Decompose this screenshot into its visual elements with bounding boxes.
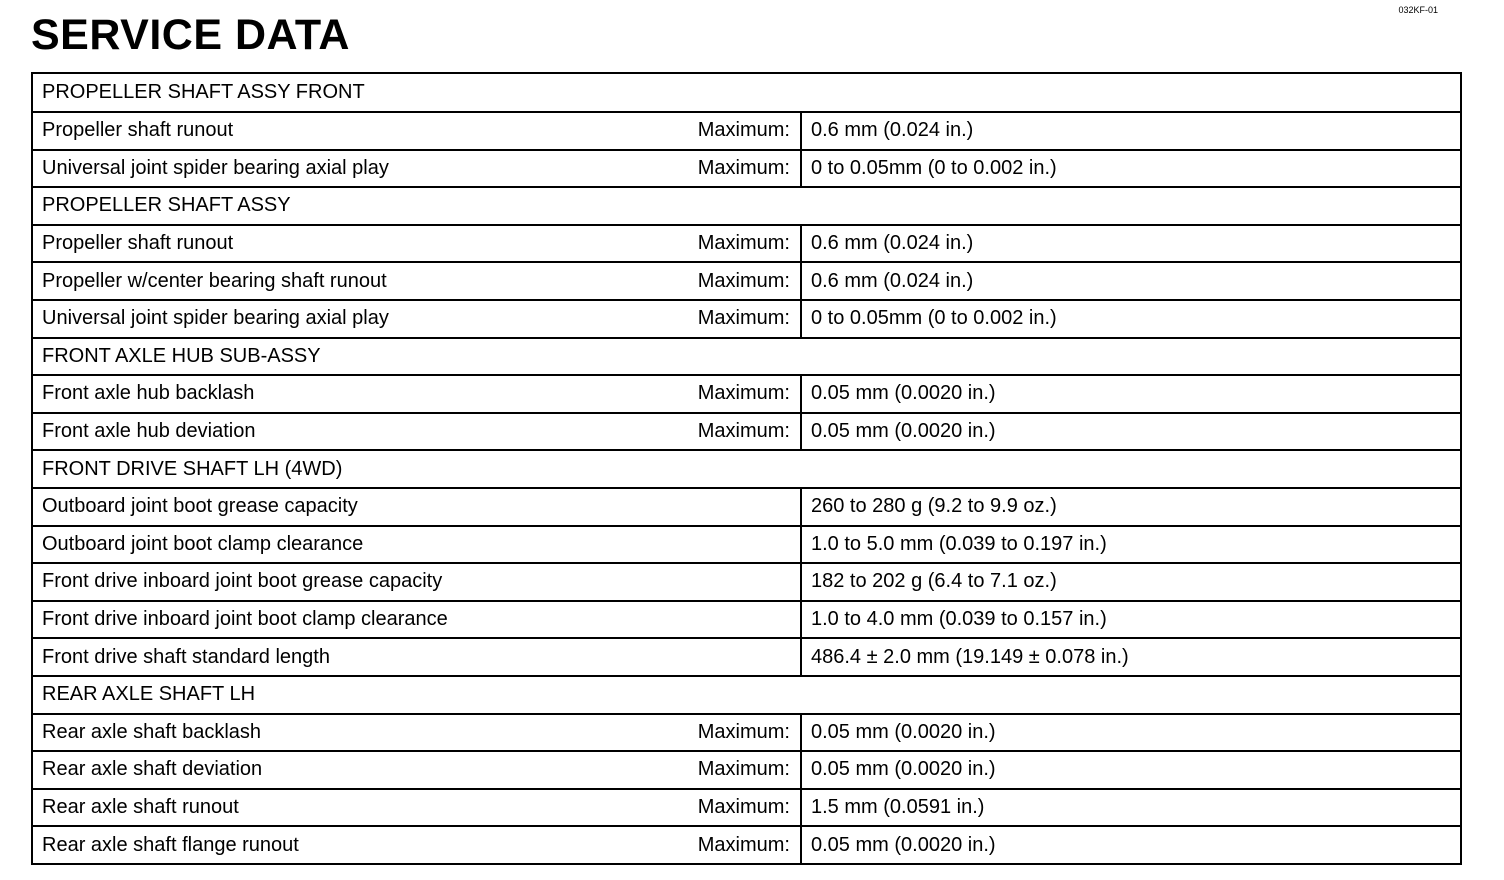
item-cell	[33, 489, 802, 525]
item-name: Rear axle shaft runout	[42, 795, 239, 818]
table-row	[33, 261, 1460, 299]
item-name: Front axle hub backlash	[42, 382, 255, 405]
item-cell	[33, 263, 802, 299]
spec-value: 0.05 mm (0.0020 in.)	[811, 420, 996, 443]
item-cell	[33, 376, 802, 412]
item-name: Front drive inboard joint boot clamp clearance	[42, 608, 448, 631]
document-code: 032KF-01	[1398, 5, 1438, 15]
spec-value: 0.6 mm (0.024 in.)	[811, 232, 974, 255]
item-name: Rear axle shaft backlash	[42, 720, 262, 743]
table-row	[33, 111, 1460, 149]
item-name: Outboard joint boot clamp clearance	[42, 532, 364, 555]
item-name: Front axle hub deviation	[42, 420, 256, 443]
item-cell	[33, 301, 802, 337]
section-title: FRONT DRIVE SHAFT LH (4WD)	[42, 457, 343, 480]
section-header-row	[33, 449, 1460, 487]
section-header-row	[33, 675, 1460, 713]
section-header-row	[33, 337, 1460, 375]
item-cell	[33, 151, 802, 187]
spec-value: 0 to 0.05mm (0 to 0.002 in.)	[811, 156, 1057, 179]
limit-qualifier: Maximum:	[697, 156, 790, 179]
table-row	[33, 825, 1460, 863]
table-row	[33, 600, 1460, 638]
limit-qualifier: Maximum:	[697, 382, 790, 405]
spec-value: 1.5 mm (0.0591 in.)	[811, 795, 985, 818]
item-cell	[33, 414, 802, 450]
table-row	[33, 788, 1460, 826]
spec-value: 0.05 mm (0.0020 in.)	[811, 833, 996, 856]
limit-qualifier: Maximum:	[697, 232, 790, 255]
service-data-table	[31, 72, 1462, 865]
item-name: Universal joint spider bearing axial play	[42, 156, 389, 179]
item-cell	[33, 226, 802, 262]
item-name: Rear axle shaft flange runout	[42, 833, 299, 856]
spec-value: 182 to 202 g (6.4 to 7.1 oz.)	[811, 570, 1057, 593]
section-title: FRONT AXLE HUB SUB-ASSY	[42, 344, 321, 367]
limit-qualifier: Maximum:	[697, 720, 790, 743]
table-row	[33, 299, 1460, 337]
item-cell	[33, 715, 802, 751]
table-row	[33, 525, 1460, 563]
item-name: Front drive inboard joint boot grease capacity	[42, 570, 443, 593]
spec-value: 0.05 mm (0.0020 in.)	[811, 382, 996, 405]
table-row	[33, 562, 1460, 600]
item-name: Front drive shaft standard length	[42, 645, 330, 668]
table-row	[33, 713, 1460, 751]
page-title: SERVICE DATA	[31, 11, 350, 59]
section-header-row	[33, 74, 1460, 111]
limit-qualifier: Maximum:	[697, 269, 790, 292]
item-cell	[33, 113, 802, 149]
section-header-row	[33, 186, 1460, 224]
item-name: Propeller w/center bearing shaft runout	[42, 269, 387, 292]
spec-value: 260 to 280 g (9.2 to 9.9 oz.)	[811, 495, 1057, 518]
spec-value: 1.0 to 5.0 mm (0.039 to 0.197 in.)	[811, 532, 1107, 555]
spec-value: 1.0 to 4.0 mm (0.039 to 0.157 in.)	[811, 608, 1107, 631]
table-row	[33, 750, 1460, 788]
section-title: PROPELLER SHAFT ASSY	[42, 194, 291, 217]
spec-value: 0.05 mm (0.0020 in.)	[811, 720, 996, 743]
table-row	[33, 487, 1460, 525]
item-name: Outboard joint boot grease capacity	[42, 495, 358, 518]
item-name: Propeller shaft runout	[42, 119, 234, 142]
item-cell	[33, 752, 802, 788]
spec-value: 0.6 mm (0.024 in.)	[811, 269, 974, 292]
table-row	[33, 149, 1460, 187]
item-cell	[33, 564, 802, 600]
spec-value: 0.6 mm (0.024 in.)	[811, 119, 974, 142]
table-row	[33, 412, 1460, 450]
item-cell	[33, 827, 802, 863]
limit-qualifier: Maximum:	[697, 119, 790, 142]
item-cell	[33, 527, 802, 563]
table-row	[33, 224, 1460, 262]
item-cell	[33, 602, 802, 638]
item-name: Universal joint spider bearing axial play	[42, 307, 389, 330]
item-name: Propeller shaft runout	[42, 232, 234, 255]
limit-qualifier: Maximum:	[697, 758, 790, 781]
item-cell	[33, 639, 802, 675]
item-cell	[33, 790, 802, 826]
table-row	[33, 637, 1460, 675]
item-name: Rear axle shaft deviation	[42, 758, 263, 781]
spec-value: 0.05 mm (0.0020 in.)	[811, 758, 996, 781]
limit-qualifier: Maximum:	[697, 833, 790, 856]
limit-qualifier: Maximum:	[697, 420, 790, 443]
table-row	[33, 374, 1460, 412]
section-title: PROPELLER SHAFT ASSY FRONT	[42, 81, 365, 103]
limit-qualifier: Maximum:	[697, 307, 790, 330]
spec-value: 0 to 0.05mm (0 to 0.002 in.)	[811, 307, 1057, 330]
limit-qualifier: Maximum:	[697, 795, 790, 818]
spec-value: 486.4 ± 2.0 mm (19.149 ± 0.078 in.)	[811, 645, 1129, 668]
section-title: REAR AXLE SHAFT LH	[42, 683, 256, 706]
